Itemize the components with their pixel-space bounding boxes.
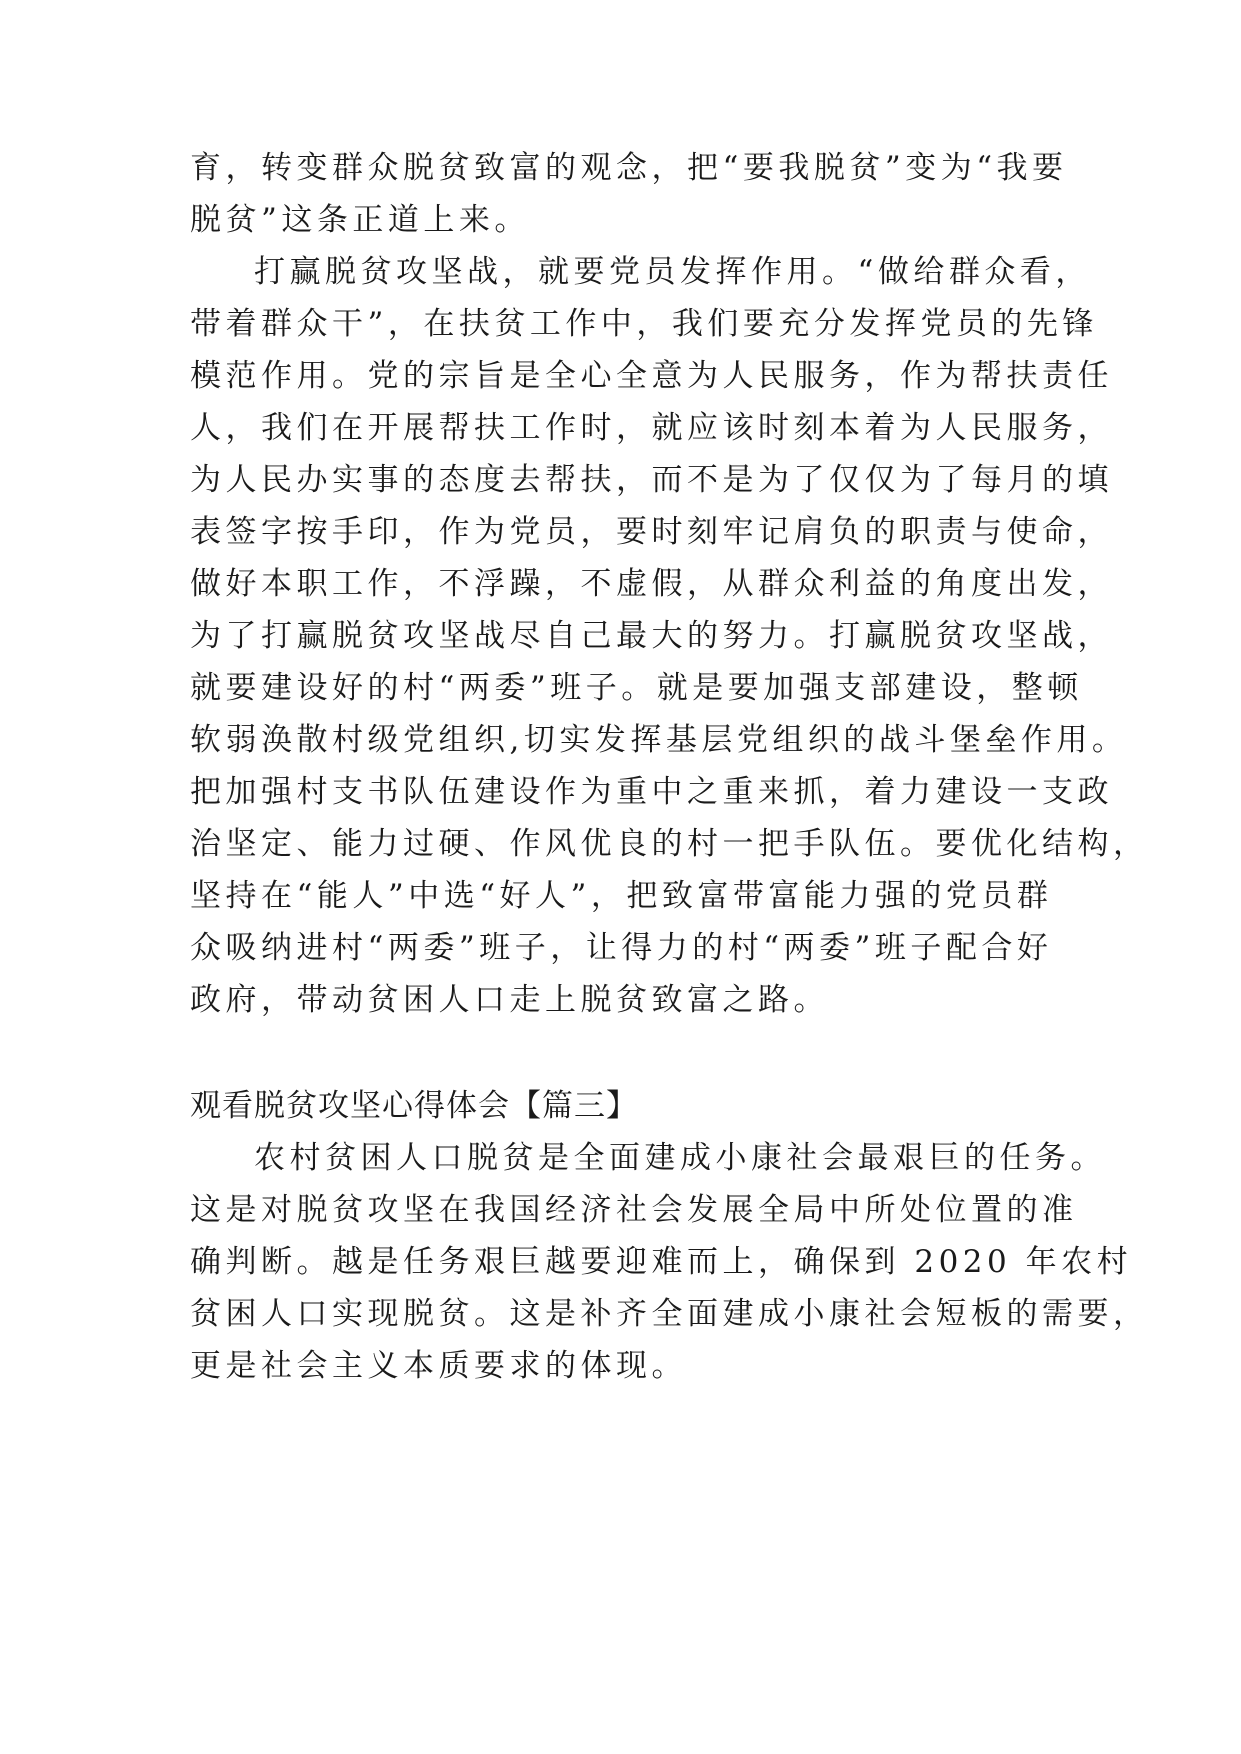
text-line: 带着群众干”，在扶贫工作中，我们要充分发挥党员的先锋 xyxy=(190,306,1098,342)
text-line: 更是社会主义本质要求的体现。 xyxy=(190,1348,687,1384)
text-line: 育，转变群众脱贫致富的观念，把“要我脱贫”变为“我要 xyxy=(190,150,1068,186)
text-line: 治坚定、能力过硬、作风优良的村一把手队伍。要优化结构， xyxy=(190,826,1149,862)
text-line: 就要建设好的村“两委”班子。就是要加强支部建设，整顿 xyxy=(190,670,1083,706)
text-line: 众吸纳进村“两委”班子，让得力的村“两委”班子配合好 xyxy=(190,930,1053,966)
text-line: 做好本职工作，不浮躁，不虚假，从群众利益的角度出发， xyxy=(190,566,1113,602)
text-line: 确判断。越是任务艰巨越要迎难而上，确保到 2020 年农村 xyxy=(190,1244,1133,1280)
text-line: 模范作用。党的宗旨是全心全意为人民服务，作为帮扶责任 xyxy=(190,358,1113,394)
text-line: 把加强村支书队伍建设作为重中之重来抓，着力建设一支政 xyxy=(190,774,1113,810)
text-line: 坚持在“能人”中选“好人”，把致富带富能力强的党员群 xyxy=(190,878,1053,914)
text-line: 这是对脱贫攻坚在我国经济社会发展全局中所处位置的准 xyxy=(190,1192,1078,1228)
text-line: 贫困人口实现脱贫。这是补齐全面建成小康社会短板的需要， xyxy=(190,1296,1149,1332)
text-line: 表签字按手印，作为党员，要时刻牢记肩负的职责与使命， xyxy=(190,514,1113,550)
text-line: 软弱涣散村级党组织,切实发挥基层党组织的战斗堡垒作用。 xyxy=(190,722,1128,758)
text-line: 人，我们在开展帮扶工作时，就应该时刻本着为人民服务， xyxy=(190,410,1113,446)
text-line: 脱贫”这条正道上来。 xyxy=(190,202,530,238)
text-line: 农村贫困人口脱贫是全面建成小康社会最艰巨的任务。 xyxy=(254,1140,1106,1176)
text-line: 政府，带动贫困人口走上脱贫致富之路。 xyxy=(190,982,829,1018)
text-line: 打赢脱贫攻坚战，就要党员发挥作用。“做给群众看， xyxy=(254,254,1091,290)
text-line: 为了打赢脱贫攻坚战尽自己最大的努力。打赢脱贫攻坚战， xyxy=(190,618,1113,654)
section-heading: 观看脱贫攻坚心得体会【篇三】 xyxy=(190,1088,638,1124)
text-line: 为人民办实事的态度去帮扶，而不是为了仅仅为了每月的填 xyxy=(190,462,1113,498)
